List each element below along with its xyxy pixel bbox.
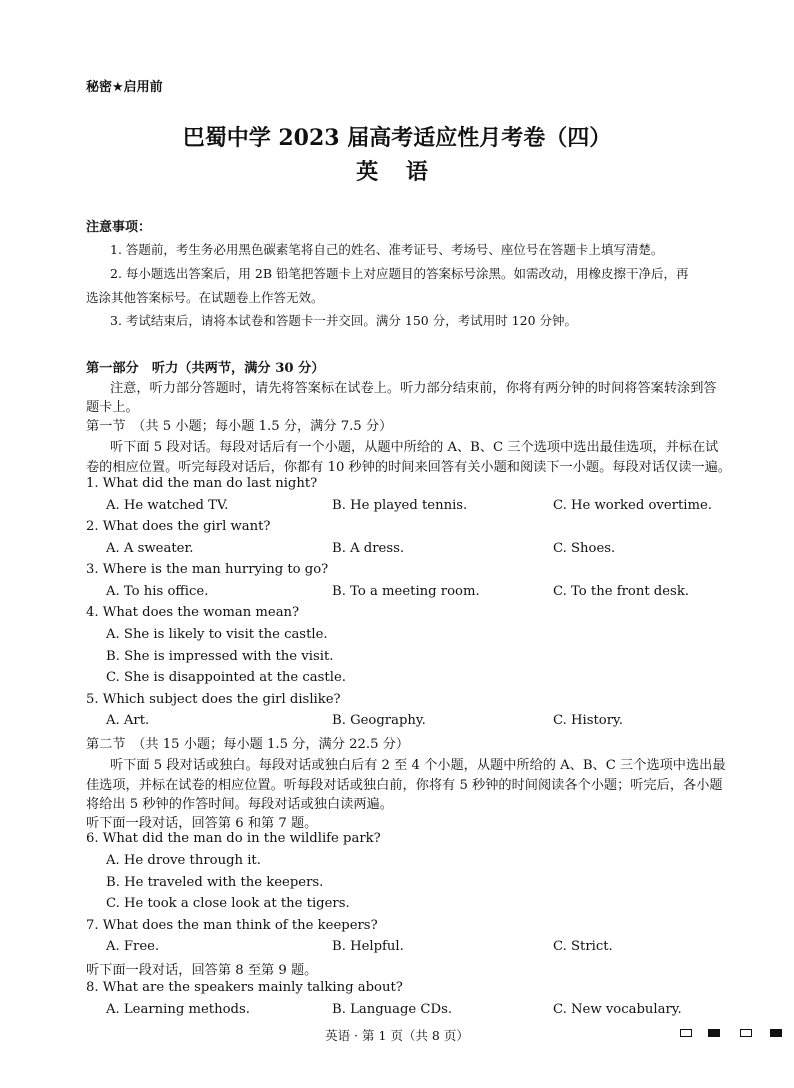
exam-title: 巴蜀中学 2023 届高考适应性月考卷（四） <box>182 125 612 151</box>
confidential-label: 秘密★启用前 <box>86 80 163 95</box>
page-footer: 英语 · 第 1 页（共 8 页） <box>325 1028 469 1043</box>
registration-mark-hollow <box>740 1029 752 1037</box>
question-2-option-b: B. A dress. <box>332 541 405 556</box>
question-3-option-b: B. To a meeting room. <box>332 584 480 599</box>
section1-intro-cont: 卷的相应位置。听完每段对话后，你都有 10 秒钟的时间来回答有关小题和阅读下一小题。每段对话仅读一遍。 <box>86 460 731 475</box>
section1-heading: 第一节 （共 5 小题；每小题 1.5 分，满分 7.5 分） <box>86 419 393 434</box>
question-3-option-c: C. To the front desk. <box>553 584 690 599</box>
question-1-stem: 1. What did the man do last night? <box>86 476 318 491</box>
question-4-option-b: B. She is impressed with the visit. <box>106 649 334 664</box>
question-1-option-c: C. He worked overtime. <box>553 498 712 513</box>
question-1-option-a: A. He watched TV. <box>106 498 229 513</box>
question-2-option-c: C. Shoes. <box>553 541 616 556</box>
question-6-stem: 6. What did the man do in the wildlife park? <box>86 831 381 846</box>
question-7-stem: 7. What does the man think of the keepers? <box>86 918 378 933</box>
section2-intro-cont-2: 将给出 5 秒钟的作答时间。每段对话或独白读两遍。 <box>86 797 393 812</box>
part1-intro-cont: 题卡上。 <box>86 400 139 415</box>
question-3-option-a: A. To his office. <box>106 584 209 599</box>
question-5-stem: 5. Which subject does the girl dislike? <box>86 692 341 707</box>
question-4-option-a: A. She is likely to visit the castle. <box>106 627 328 642</box>
listening-lead-8-9: 听下面一段对话，回答第 8 至第 9 题。 <box>86 963 318 978</box>
question-6-option-b: B. He traveled with the keepers. <box>106 875 324 890</box>
section1-intro: 听下面 5 段对话。每段对话后有一个小题，从题中所给的 A、B、C 三个选项中选出最佳选项，并标在试 <box>110 440 719 455</box>
listening-lead-6-7: 听下面一段对话，回答第 6 和第 7 题。 <box>86 816 318 831</box>
question-3-stem: 3. Where is the man hurrying to go? <box>86 562 329 577</box>
note-item-1: 1. 答题前，考生务必用黑色碳素笔将自己的姓名、准考证号、考场号、座位号在答题卡上填写清楚。 <box>110 242 664 257</box>
question-8-option-b: B. Language CDs. <box>332 1002 453 1017</box>
question-8-option-c: C. New vocabulary. <box>553 1002 682 1017</box>
question-5-option-c: C. History. <box>553 713 623 728</box>
question-2-stem: 2. What does the girl want? <box>86 519 271 534</box>
note-item-2-cont: 选涂其他答案标号。在试题卷上作答无效。 <box>86 290 324 305</box>
section2-heading: 第二节 （共 15 小题；每小题 1.5 分，满分 22.5 分） <box>86 737 410 752</box>
question-8-stem: 8. What are the speakers mainly talking about? <box>86 980 403 995</box>
registration-mark-filled <box>770 1029 782 1037</box>
part1-heading: 第一部分 听力（共两节，满分 30 分） <box>86 361 325 376</box>
question-5-option-a: A. Art. <box>106 713 150 728</box>
question-1-option-b: B. He played tennis. <box>332 498 468 513</box>
question-4-stem: 4. What does the woman mean? <box>86 605 300 620</box>
section2-intro-cont-1: 佳选项，并标在试卷的相应位置。听每段对话或独白前，你将有 5 秒钟的时间阅读各个小题；听完后，各小题 <box>86 778 723 793</box>
question-6-option-a: A. He drove through it. <box>106 853 261 868</box>
question-7-option-c: C. Strict. <box>553 939 613 954</box>
subject-title: 英 语 <box>356 159 438 185</box>
question-4-option-c: C. She is disappointed at the castle. <box>106 670 346 685</box>
question-2-option-a: A. A sweater. <box>106 541 194 556</box>
note-item-2: 2. 每小题选出答案后，用 2B 铅笔把答题卡上对应题目的答案标号涂黑。如需改动，用橡皮擦干净后，再 <box>110 266 689 281</box>
question-7-option-a: A. Free. <box>106 939 160 954</box>
part1-intro: 注意，听力部分答题时，请先将答案标在试卷上。听力部分结束前，你将有两分钟的时间将答案转涂到答 <box>110 381 717 396</box>
notes-heading: 注意事项： <box>86 220 152 235</box>
note-item-3: 3. 考试结束后，请将本试卷和答题卡一并交回。满分 150 分，考试用时 120 分钟。 <box>110 313 578 328</box>
registration-mark-hollow <box>680 1029 692 1037</box>
question-8-option-a: A. Learning methods. <box>106 1002 250 1017</box>
question-6-option-c: C. He took a close look at the tigers. <box>106 896 350 911</box>
registration-mark-filled <box>708 1029 720 1037</box>
question-5-option-b: B. Geography. <box>332 713 426 728</box>
question-7-option-b: B. Helpful. <box>332 939 404 954</box>
section2-intro: 听下面 5 段对话或独白。每段对话或独白后有 2 至 4 个小题，从题中所给的 A、B、C 三个选项中选出最 <box>110 758 726 773</box>
